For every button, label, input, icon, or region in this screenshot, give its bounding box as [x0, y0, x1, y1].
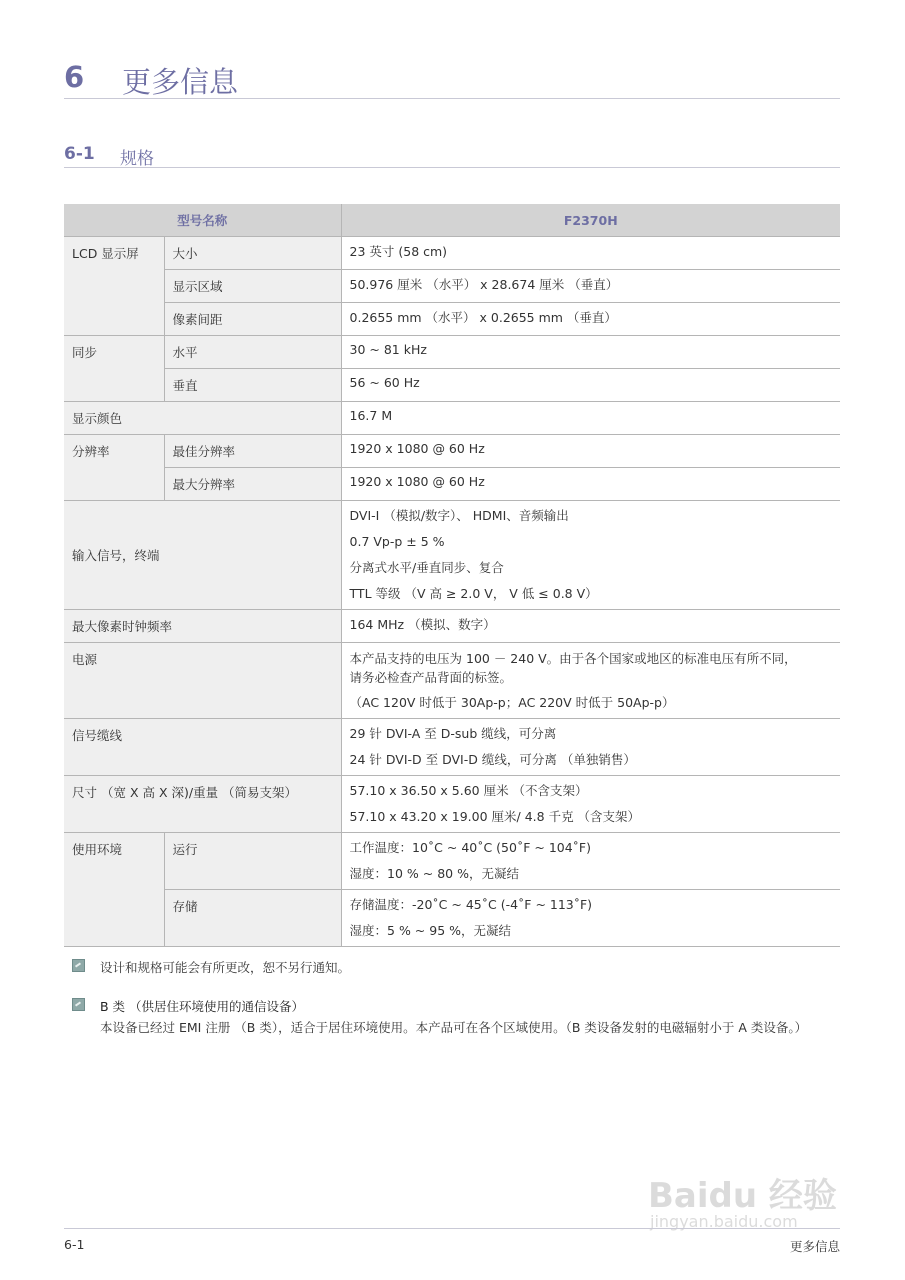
environment-op-label: 运行 — [164, 833, 341, 890]
table-row — [64, 643, 840, 719]
lcd-pitch-label: 像素间距 — [164, 303, 341, 336]
dimensions-label: 尺寸 （宽 X 高 X 深)/重量 （简易支架） — [64, 776, 341, 833]
value-line: 0.7 Vp-p ± 5 % — [349, 534, 445, 549]
table-row — [64, 501, 840, 610]
environment-group-label: 使用环境 — [64, 833, 164, 947]
value-line: 23 英寸 (58 cm) — [349, 244, 448, 259]
input-label: 输入信号，终端 — [64, 501, 341, 610]
dimensions-value — [341, 776, 840, 833]
lcd-pitch-value — [341, 303, 840, 336]
spec-table — [64, 204, 840, 947]
resolution-max-value — [341, 468, 840, 501]
table-row — [64, 270, 840, 303]
table-row — [64, 719, 840, 776]
value-line: 湿度：5 % ~ 95 %，无凝结 — [349, 923, 511, 938]
sync-h-value — [341, 336, 840, 369]
chapter-title: 更多信息 — [122, 65, 239, 99]
note-heading: B 类 （供居住环境使用的通信设备） — [100, 999, 305, 1014]
table-row — [64, 468, 840, 501]
sync-v-value — [341, 369, 840, 402]
value-line: 16.7 M — [349, 408, 393, 423]
note-icon — [72, 959, 85, 972]
power-value — [341, 643, 840, 719]
value-line: 分离式水平/垂直同步、复合 — [349, 560, 504, 575]
value-line: 存储温度：-20˚C ~ 45˚C (-4˚F ~ 113˚F) — [349, 897, 593, 912]
footer-chapter-title: 更多信息 — [789, 1239, 840, 1254]
lcd-group-label: LCD 显示屏 — [64, 237, 164, 336]
sync-v-label: 垂直 — [164, 369, 341, 402]
section-title: 规格 — [120, 149, 154, 169]
value-line: DVI-I （模拟/数字）、 HDMI、音频输出 — [349, 508, 569, 523]
lcd-size-label: 大小 — [164, 237, 341, 270]
table-row — [64, 303, 840, 336]
environment-st-label: 存储 — [164, 890, 341, 947]
value-line: 29 针 DVI-A 至 D-sub 缆线，可分离 — [349, 726, 557, 741]
value-line: 56 ~ 60 Hz — [349, 375, 420, 390]
color-label: 显示颜色 — [64, 402, 341, 435]
value-line: 请务必检查产品背面的标签。 — [349, 670, 513, 685]
page-footer — [64, 1228, 840, 1254]
value-line: 57.10 x 43.20 x 19.00 厘米/ 4.8 千克 （含支架） — [349, 809, 641, 824]
environment-st-value — [341, 890, 840, 947]
value-line: 50.976 厘米 （水平） x 28.674 厘米 （垂直） — [349, 277, 619, 292]
lcd-area-value — [341, 270, 840, 303]
pixel-clock-value — [341, 610, 840, 643]
value-line: 1920 x 1080 @ 60 Hz — [349, 441, 485, 456]
sync-h-label: 水平 — [164, 336, 341, 369]
input-value — [341, 501, 840, 610]
value-line: 本产品支持的电压为 100 － 240 V。由于各个国家或地区的标准电压有所不同， — [349, 651, 797, 666]
model-value-header: F2370H — [341, 204, 840, 237]
table-row — [64, 435, 840, 468]
sync-group-label: 同步 — [64, 336, 164, 402]
note-icon — [72, 998, 85, 1011]
model-name-header: 型号名称 — [64, 204, 341, 237]
resolution-optimal-label: 最佳分辨率 — [164, 435, 341, 468]
watermark — [640, 1150, 850, 1240]
table-row — [64, 369, 840, 402]
chapter-heading — [64, 58, 840, 99]
note-specs-change — [72, 958, 840, 976]
table-row — [64, 776, 840, 833]
table-row — [64, 610, 840, 643]
table-row — [64, 237, 840, 270]
footer-page-number: 6-1 — [64, 1237, 85, 1252]
table-header-row — [64, 204, 840, 237]
value-line: 0.2655 mm （水平） x 0.2655 mm （垂直） — [349, 310, 617, 325]
note-class-b — [72, 997, 840, 1057]
value-line: （AC 120V 时低于 30Ap-p；AC 220V 时低于 50Ap-p） — [349, 695, 675, 710]
value-line: 工作温度：10˚C ~ 40˚C (50˚F ~ 104˚F) — [349, 840, 591, 855]
watermark-url: jingyan.baidu.com — [650, 1212, 798, 1231]
value-line: 164 MHz （模拟、数字） — [349, 617, 496, 632]
value-line: 湿度：10 % ~ 80 %，无凝结 — [349, 866, 519, 881]
section-heading — [64, 142, 840, 168]
table-row — [64, 336, 840, 369]
value-line: 57.10 x 36.50 x 5.60 厘米 （不含支架） — [349, 783, 588, 798]
cable-value — [341, 719, 840, 776]
table-row — [64, 833, 840, 890]
color-value — [341, 402, 840, 435]
note-text: 设计和规格可能会有所更改，恕不另行通知。 — [100, 960, 351, 975]
resolution-group-label: 分辨率 — [64, 435, 164, 501]
table-row — [64, 402, 840, 435]
value-line: 30 ~ 81 kHz — [349, 342, 427, 357]
pixel-clock-label: 最大像素时钟频率 — [64, 610, 341, 643]
chapter-number: 6 — [64, 60, 85, 94]
lcd-size-value — [341, 237, 840, 270]
environment-op-value — [341, 833, 840, 890]
value-line: 1920 x 1080 @ 60 Hz — [349, 474, 485, 489]
section-number: 6-1 — [64, 144, 95, 164]
note-body: 本设备已经过 EMI 注册 （B 类），适合于居住环境使用。本产品可在各个区域使用。（B 类设备发射的电磁辐射小于 A 类设备。） — [100, 1020, 808, 1035]
resolution-max-label: 最大分辨率 — [164, 468, 341, 501]
value-line: 24 针 DVI-D 至 DVI-D 缆线，可分离 （单独销售） — [349, 752, 636, 767]
watermark-logo: Baidu 经验 — [648, 1176, 837, 1216]
resolution-optimal-value — [341, 435, 840, 468]
power-label: 电源 — [64, 643, 341, 719]
value-line: TTL 等级 （V 高 ≥ 2.0 V， V 低 ≤ 0.8 V） — [349, 586, 598, 601]
lcd-area-label: 显示区域 — [164, 270, 341, 303]
cable-label: 信号缆线 — [64, 719, 341, 776]
table-row — [64, 890, 840, 947]
